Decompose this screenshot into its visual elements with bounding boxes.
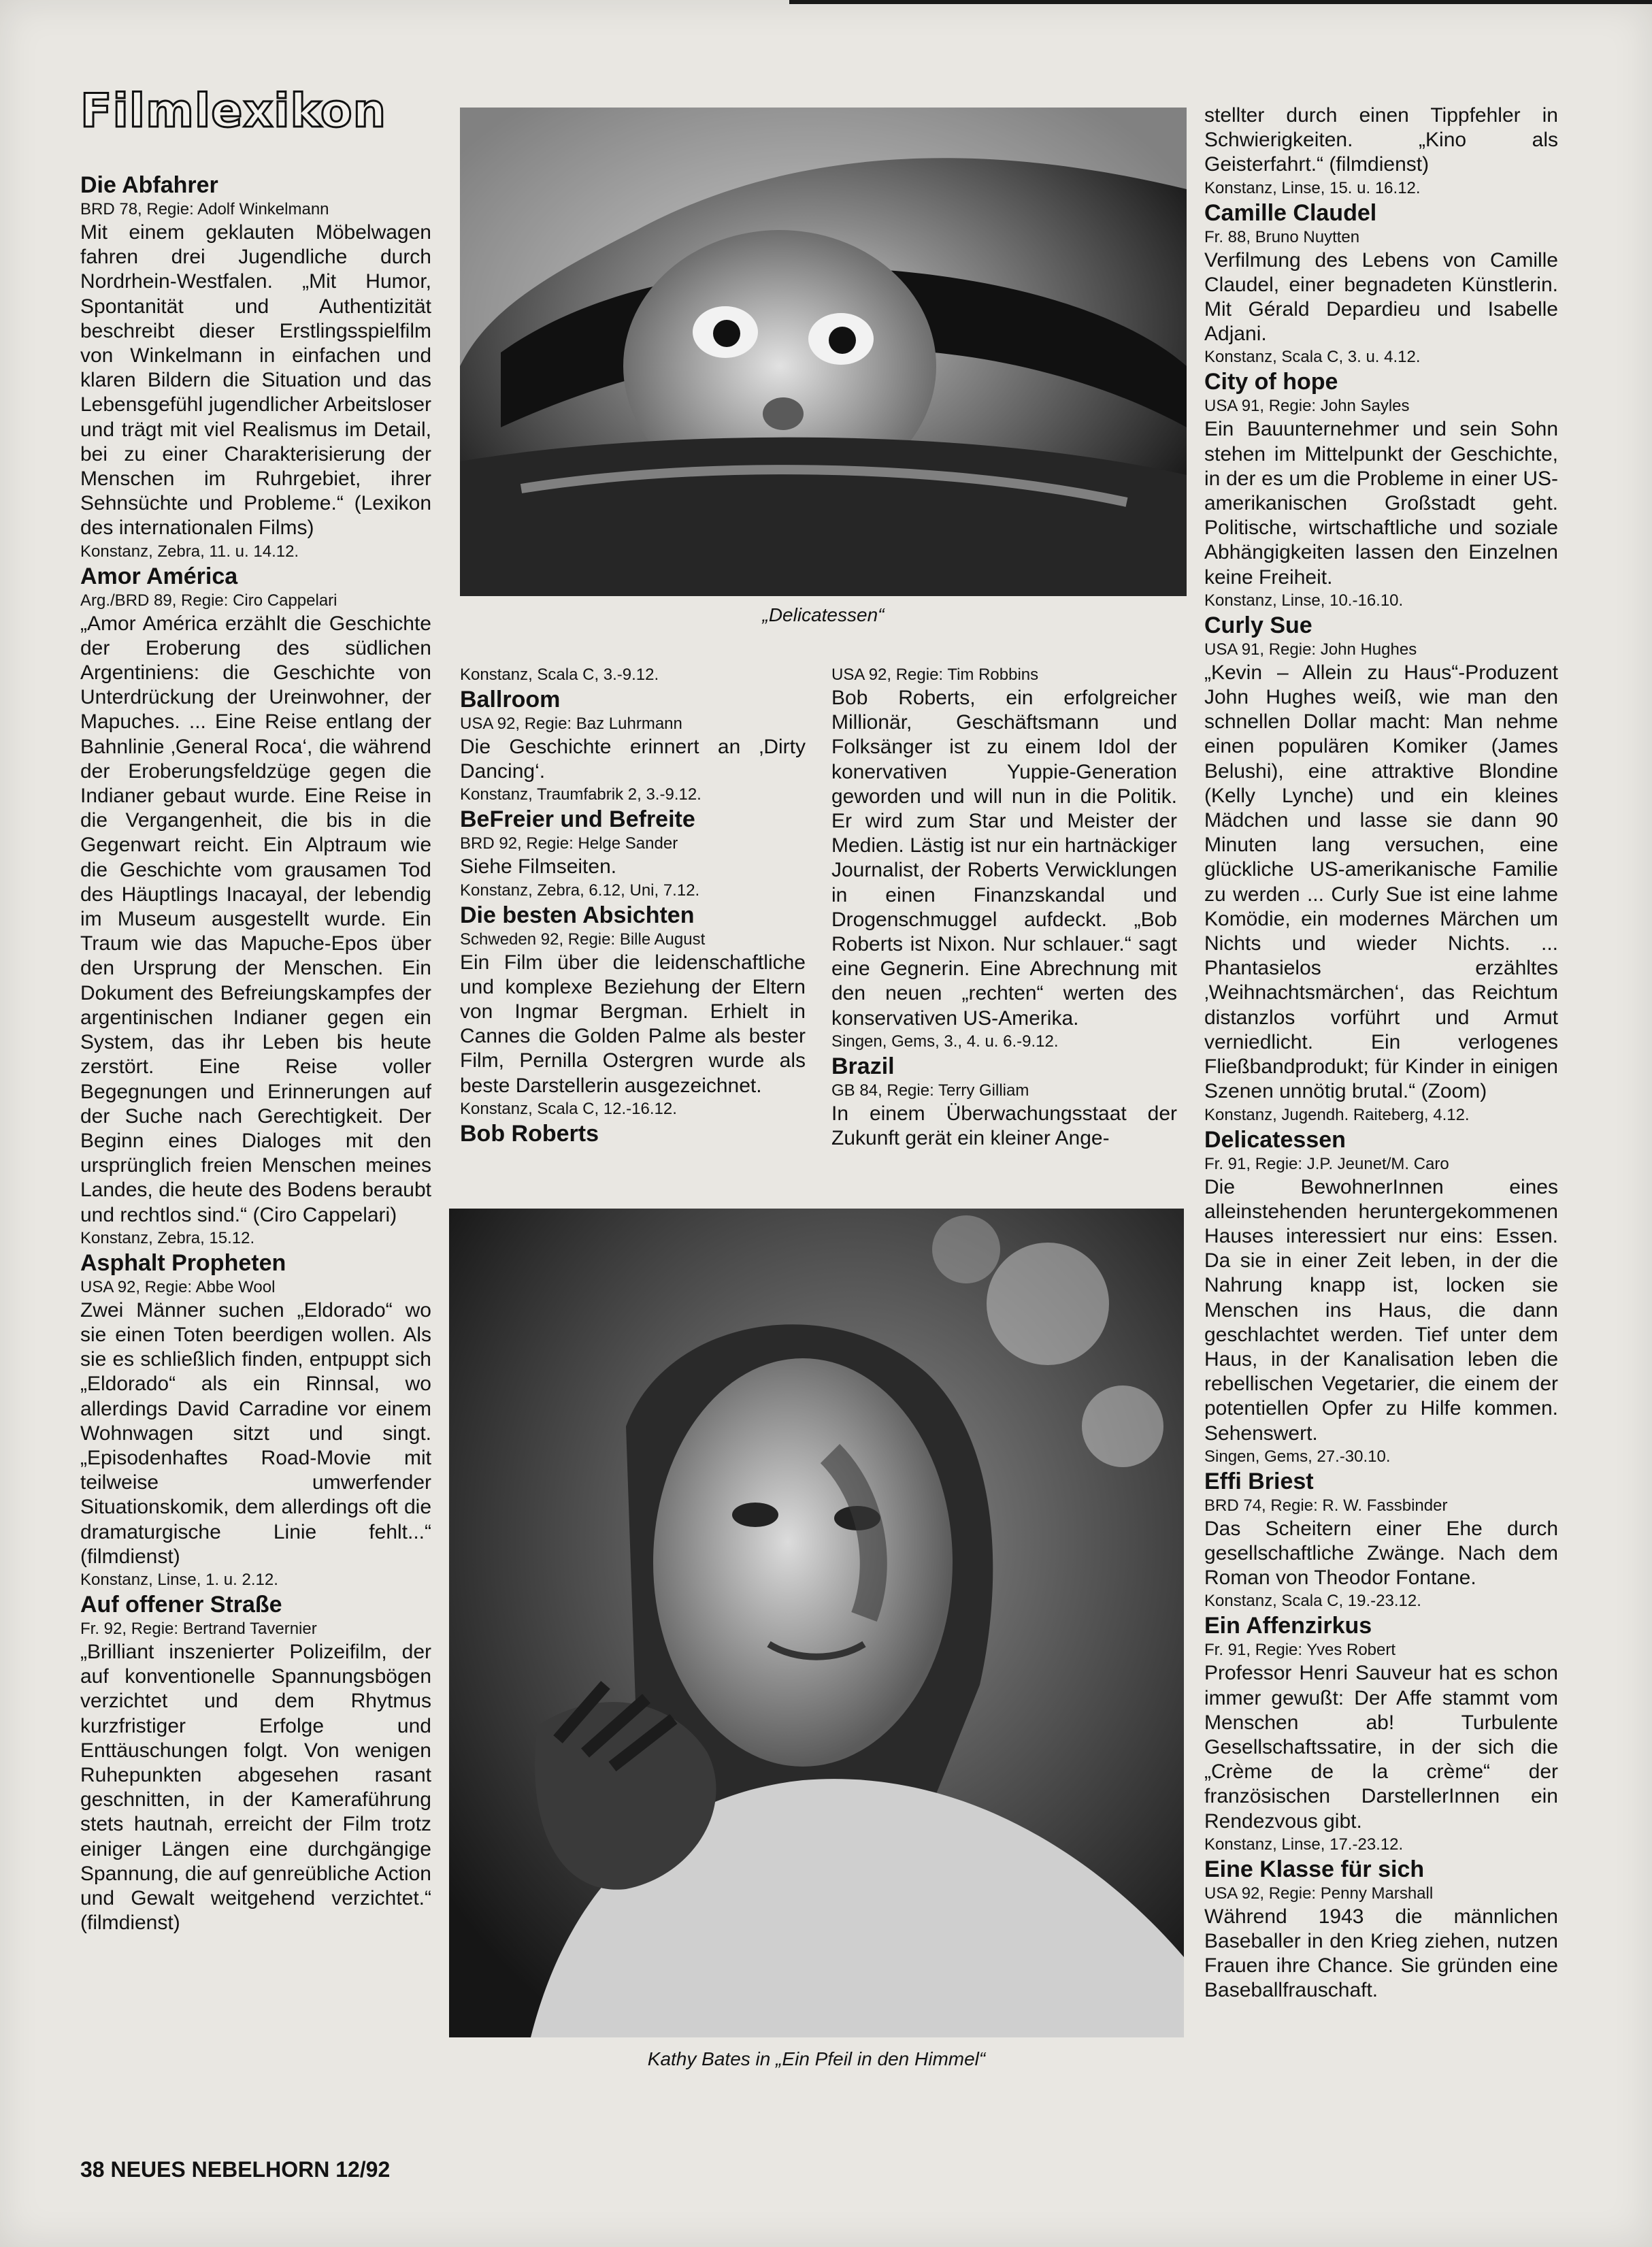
masthead: Filmlexikon <box>80 84 387 138</box>
film-venue: Konstanz, Scala C, 19.-23.12. <box>1204 1592 1421 1611</box>
film-venue: Konstanz, Scala C, 3.-9.12. <box>460 666 659 684</box>
film-venue: Konstanz, Zebra, 15.12. <box>80 1228 255 1247</box>
film-venue: Konstanz, Zebra, 11. u. 14.12. <box>80 542 299 561</box>
film-description: „Kevin – Allein zu Haus“-Produzent John Hughes weiß, wie man den schnellen Dollar macht: Man nehme einen populären Komiker (James Belushi), eine attraktive Blondine (Kelly Lynche) und ein kleines Mädchen und lasse sie dann 90 Minuten lang versuchen, eine glückliche US-amerikanische Familie zu werden ... Curly Sue ist eine lahme Komödie, ein modernes Märchen um Nichts und wieder Nichts. ... Phantasielos erzähltes ‚Weihnachtsmärchen‘, das Reichtum distanzlos vorführt und Armut verniedlicht. Ein verlogenes Fließbandprodukt; für Kinder in einigen Szenen unnötig brutal.“ (Zoom) <box>1204 661 1558 1103</box>
photo-delicatessen <box>460 108 1187 596</box>
film-description: „Amor América erzählt die Geschichte der Eroberung des südlichen Argentiniens: die Geschichte von Unterdrückung der Ureinwohner, der Mapuches. ... Eine Reise entlang der Bahnlinie ‚General Roca‘, die während der Eroberungsfeldzüge gegen die Indianer gebaut wurde. Eine Reise in die Vergangenheit, die bis in die Gegenwart reicht. Ein Alptraum wie die Geschichte vom grausamen Tod des Häuptlings Inacayal, der lebendig im Museum ausgestellt wurde. Ein Traum wie das Mapuche-Epos über den Ursprung der Menschen. Ein Dokument des Befreiungskampfes der argentinischen Indianer gegen ein System, das ihr Leben bis heute zerstört. Eine Reise voller Begegnungen und Erinnerungen auf der Suche nach Gerechtigkeit. Der Beginn eines Dialoges mit den ursprünglich freien Menschen meines Landes, die heute des Bodens beraubt und rechtlos sind.“ (Ciro Cappelari) <box>80 612 431 1226</box>
film-title: Curly Sue <box>1204 612 1312 638</box>
film-entry <box>80 563 431 1249</box>
film-description: Das Scheitern einer Ehe durch gesellschaftliche Zwänge. Nach dem Roman von Theodor Fontane. <box>1204 1517 1558 1590</box>
film-meta: GB 84, Regie: Terry Gilliam <box>831 1081 1029 1100</box>
photo-kathy-bates-image <box>449 1209 1184 2037</box>
film-title: Delicatessen <box>1204 1126 1346 1153</box>
film-entry <box>80 1249 431 1591</box>
film-meta: Arg./BRD 89, Regie: Ciro Cappelari <box>80 591 337 610</box>
column-4 <box>1204 103 1558 2003</box>
column-2 <box>460 664 806 1147</box>
film-description: Ein Film über die leidenschaftliche und komplexe Beziehung der Eltern von Ingmar Bergman. Erhielt in Cannes die Golden Palme als bester Film, Pernilla Ostergren wurde als beste Darstellerin ausgezeichnet. <box>460 951 806 1097</box>
film-title: Eine Klasse für sich <box>1204 1856 1425 1882</box>
photo-delicatessen-caption: „Delicatessen“ <box>762 604 885 625</box>
film-entry <box>1204 1468 1558 1613</box>
film-title: City of hope <box>1204 369 1338 395</box>
photo-kathy-bates <box>449 1209 1184 2037</box>
film-meta: USA 92, Regie: Penny Marshall <box>1204 1884 1434 1903</box>
film-meta: Schweden 92, Regie: Bille August <box>460 930 706 949</box>
film-entry <box>831 664 1177 1053</box>
film-title: Camille Claudel <box>1204 199 1377 226</box>
film-venue: Konstanz, Scala C, 3. u. 4.12. <box>1204 348 1421 367</box>
film-description: Während 1943 die männlichen Baseballer in den Krieg ziehen, nutzen Frauen ihre Chance. Sie gründen eine Baseballfrauschaft. <box>1204 1905 1558 2002</box>
film-title: Bob Roberts <box>460 1120 599 1147</box>
column-3 <box>831 664 1177 1151</box>
film-title: Amor América <box>80 563 238 589</box>
film-description: Die Geschichte erinnert an ‚Dirty Dancing‘. <box>460 736 806 783</box>
film-venue: Singen, Gems, 3., 4. u. 6.-9.12. <box>831 1032 1059 1051</box>
film-title: Brazil <box>831 1053 895 1079</box>
film-meta: Fr. 91, Regie: Yves Robert <box>1204 1641 1396 1660</box>
film-title: Asphalt Propheten <box>80 1249 286 1276</box>
film-meta: USA 92, Regie: Abbe Wool <box>80 1277 276 1296</box>
film-description: stellter durch einen Tippfehler in Schwierigkeiten. „Kino als Geisterfahrt.“ (filmdienst) <box>1204 104 1558 176</box>
film-venue: Konstanz, Zebra, 6.12, Uni, 7.12. <box>460 881 700 900</box>
film-description: „Brilliant inszenierter Polizeifilm, der auf konventionelle Spannungsbögen verzichtet und dem Rhytmus kurzfristiger Erfolge und Enttäuschungen folgt. Von wenigen Ruhepunkten abgesehen rasant geschnitten, in der Kameraführung stets hautnah, erreicht der Film trotz einiger Längen eine durchgängige Spannung, die auf genreübliche Action und Gewalt weitgehend verzichtet.“ (filmdienst) <box>80 1640 431 1935</box>
film-venue: Konstanz, Jugendh. Raiteberg, 4.12. <box>1204 1105 1470 1124</box>
photo-delicatessen-image <box>460 108 1187 596</box>
film-entry <box>1204 199 1558 369</box>
film-meta: BRD 74, Regie: R. W. Fassbinder <box>1204 1496 1448 1515</box>
film-entry <box>460 902 806 1120</box>
film-description: Ein Bauunternehmer und sein Sohn stehen im Mittelpunkt der Geschichte, in der es um die Probleme in einer US-amerikanischen Großstadt geht. Politische, wirtschaftliche und soziale Abhängigkeiten lassen den Einzelnen keine Freiheit. <box>1204 418 1558 589</box>
film-venue: Singen, Gems, 27.-30.10. <box>1204 1447 1391 1466</box>
film-title: Effi Briest <box>1204 1468 1314 1494</box>
film-venue: Konstanz, Linse, 10.-16.10. <box>1204 591 1404 610</box>
film-venue: Konstanz, Linse, 17.-23.12. <box>1204 1835 1404 1854</box>
film-title: BeFreier und Befreite <box>460 806 695 833</box>
film-description: Verfilmung des Lebens von Camille Claudel, einer begnadeten Künstlerin. Mit Gérald Depardieu und Isabelle Adjani. <box>1204 248 1558 346</box>
film-venue: Konstanz, Linse, 15. u. 16.12. <box>1204 178 1421 197</box>
film-venue: Konstanz, Scala C, 12.-16.12. <box>460 1099 677 1118</box>
film-title: Ein Affenzirkus <box>1204 1613 1372 1639</box>
film-entry <box>80 1591 431 1935</box>
film-venue: Konstanz, Linse, 1. u. 2.12. <box>80 1570 278 1589</box>
film-description: Zwei Männer suchen „Eldorado“ wo sie einen Toten beerdigen wollen. Als sie es schließlich finden, entpuppt sich „Eldorado“ als ein Rinnsal, wo allerdings David Carradine vor einem Wohnwagen sitzt und singt. „Episodenhaftes Road-Movie mit teilweise umwerfender Situationskomik, dem allerdings oft die dramaturgische Linie fehlt...“ (filmdienst) <box>80 1298 431 1568</box>
film-description: In einem Überwachungsstaat der Zukunft gerät ein kleiner Ange- <box>831 1102 1177 1150</box>
film-entry <box>80 171 431 563</box>
film-meta: Fr. 88, Bruno Nuytten <box>1204 227 1360 246</box>
page-footer: 38 NEUES NEBELHORN 12/92 <box>80 2157 391 2182</box>
film-meta: USA 91, Regie: John Sayles <box>1204 397 1410 416</box>
film-meta: USA 92, Regie: Baz Luhrmann <box>460 715 682 733</box>
film-entry <box>460 806 806 901</box>
film-entry <box>1204 1856 1558 2003</box>
film-description: Bob Roberts, ein erfolgreicher Millionär, Geschäftsmann und Folksänger ist zu einem Idol der konervativen Yuppie-Generation geworden und will nun in die Politik. Er wird zum Star und Meister der Medien. Lästig ist nur ein hartnäckiger Journalist, der Roberts Verwicklungen in einen Finanzskandal und Drogenschmuggel aufdeckt. „Bob Roberts ist Nixon. Nur schlauer.“ sagt eine Gegnerin. Eine Abrechnung mit den neuen „rechten“ werten des konservativen US-Amerika. <box>831 687 1177 1030</box>
top-edge-strip <box>789 0 1652 4</box>
film-meta: BRD 78, Regie: Adolf Winkelmann <box>80 200 329 218</box>
film-entry <box>1204 612 1558 1126</box>
film-entry <box>1204 368 1558 611</box>
film-meta: Fr. 91, Regie: J.P. Jeunet/M. Caro <box>1204 1154 1449 1173</box>
photo-kathy-bates-caption: Kathy Bates in „Ein Pfeil in den Himmel“ <box>647 2048 986 2069</box>
film-entry <box>1204 1126 1558 1468</box>
film-title: Ballroom <box>460 687 561 712</box>
film-title: Die besten Absichten <box>460 902 695 928</box>
film-entry <box>831 1053 1177 1151</box>
film-entry <box>1204 103 1558 199</box>
film-meta: USA 92, Regie: Tim Robbins <box>831 666 1039 684</box>
column-1 <box>80 171 431 1935</box>
film-meta: Fr. 92, Regie: Bertrand Tavernier <box>80 1619 317 1638</box>
film-description: Professor Henri Sauveur hat es schon immer gewußt: Der Affe stammt vom Menschen ab! Turbulente Gesellschaftssatire, in der sich die „Crème de la crème“ der französischen DarstellerInnen ein Rendezvous gibt. <box>1204 1662 1558 1833</box>
film-title: Auf offener Straße <box>80 1591 282 1618</box>
film-entry <box>460 686 806 806</box>
film-description: Mit einem geklauten Möbelwagen fahren drei Jugendliche durch Nordrhein-Westfalen. „Mit Humor, Spontanität und Authentizität beschreibt dieser Erstlingsspielfilm von Winkelmann in einfachen und klaren Bildern die Situation und das Lebensgefühl jugendlicher Arbeitsloser und trägt mit viel Realismus im Detail, bei zu einer Charakterisierung der Menschen im Ruhrgebiet, ihrer Sehnsüchte und Probleme.“ (Lexikon des internationalen Films) <box>80 221 431 540</box>
film-entry <box>1204 1612 1558 1855</box>
film-meta: BRD 92, Regie: Helge Sander <box>460 834 678 853</box>
film-meta: USA 91, Regie: John Hughes <box>1204 640 1417 659</box>
film-title: Die Abfahrer <box>80 172 218 198</box>
film-description: Siehe Filmseiten. <box>460 855 617 879</box>
film-venue: Konstanz, Traumfabrik 2, 3.-9.12. <box>460 785 701 804</box>
film-description: Die BewohnerInnen eines alleinstehenden heruntergekommenen Hauses interessiert nur eins: Essen. Da sie in einer Zeit leben, in der die Nahrung knapp ist, locken sie Menschen ins Haus, die dann geschlachtet werden. Tief unter dem Haus, in der Kanalisation leben die rebellischen Vegetarier, die einem der potentiellen Opfer zu Hilfe kommen. Sehenswert. <box>1204 1175 1558 1445</box>
film-entry <box>460 1120 806 1147</box>
